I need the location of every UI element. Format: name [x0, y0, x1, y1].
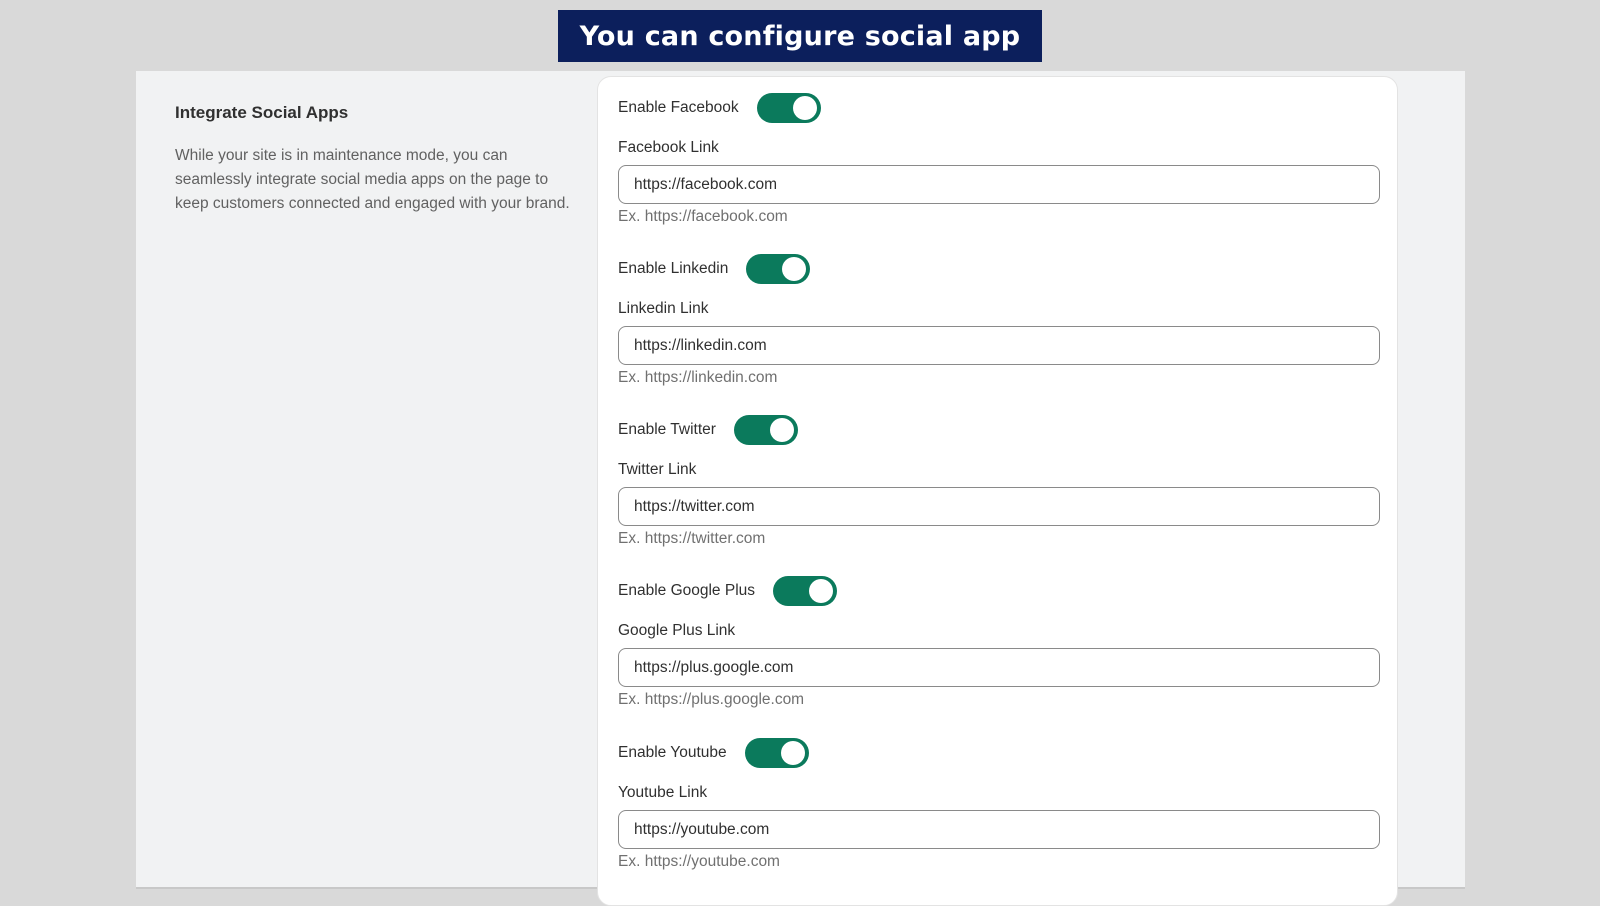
google-plus-link-input[interactable]: [618, 648, 1380, 687]
twitter-link-label: Twitter Link: [618, 461, 697, 478]
twitter-link-hint: Ex. https://twitter.com: [618, 530, 766, 547]
youtube-link-label: Youtube Link: [618, 784, 708, 801]
section-description: While your site is in maintenance mode, you can seamlessly integrate social media apps on the page to keep customers connected and engaged with your brand.: [175, 147, 570, 213]
youtube-link-input[interactable]: [618, 810, 1380, 849]
toggle-knob: [793, 96, 817, 120]
facebook-link-hint: Ex. https://facebook.com: [618, 208, 788, 225]
twitter-toggle[interactable]: [734, 415, 798, 445]
facebook-link-label: Facebook Link: [618, 139, 719, 156]
facebook-link-input[interactable]: [618, 165, 1380, 204]
google-plus-group: [618, 575, 1380, 711]
linkedin-link-input[interactable]: [618, 326, 1380, 365]
section-intro: [175, 103, 580, 217]
twitter-toggle-label: Enable Twitter: [618, 421, 716, 438]
toggle-knob: [770, 418, 794, 442]
youtube-toggle-row: [618, 737, 1380, 769]
google-plus-toggle[interactable]: [773, 576, 837, 606]
twitter-group: [618, 414, 1380, 550]
youtube-toggle-label: Enable Youtube: [618, 744, 727, 761]
youtube-toggle[interactable]: [745, 738, 809, 768]
section-heading: Integrate Social Apps: [175, 103, 349, 122]
youtube-link-hint: Ex. https://youtube.com: [618, 853, 780, 870]
toggle-knob: [809, 579, 833, 603]
linkedin-link-label: Linkedin Link: [618, 300, 709, 317]
settings-frame: [136, 71, 1465, 889]
facebook-toggle[interactable]: [757, 93, 821, 123]
linkedin-link-hint: Ex. https://linkedin.com: [618, 369, 778, 386]
toggle-knob: [782, 257, 806, 281]
twitter-toggle-row: [618, 414, 1380, 446]
google-plus-link-label: Google Plus Link: [618, 622, 736, 639]
linkedin-group: [618, 253, 1380, 389]
banner-title: You can configure social app: [558, 10, 1042, 62]
linkedin-toggle-row: [618, 253, 1380, 285]
twitter-link-input[interactable]: [618, 487, 1380, 526]
google-plus-toggle-label: Enable Google Plus: [618, 582, 756, 599]
facebook-toggle-label: Enable Facebook: [618, 99, 739, 116]
linkedin-toggle[interactable]: [746, 254, 810, 284]
facebook-toggle-row: [618, 92, 1380, 124]
toggle-knob: [781, 741, 805, 765]
google-plus-toggle-row: [618, 575, 1380, 607]
linkedin-toggle-label: Enable Linkedin: [618, 260, 729, 277]
facebook-group: [618, 92, 1380, 228]
social-apps-card: [597, 76, 1398, 906]
youtube-group: [618, 737, 1380, 873]
google-plus-link-hint: Ex. https://plus.google.com: [618, 691, 805, 708]
